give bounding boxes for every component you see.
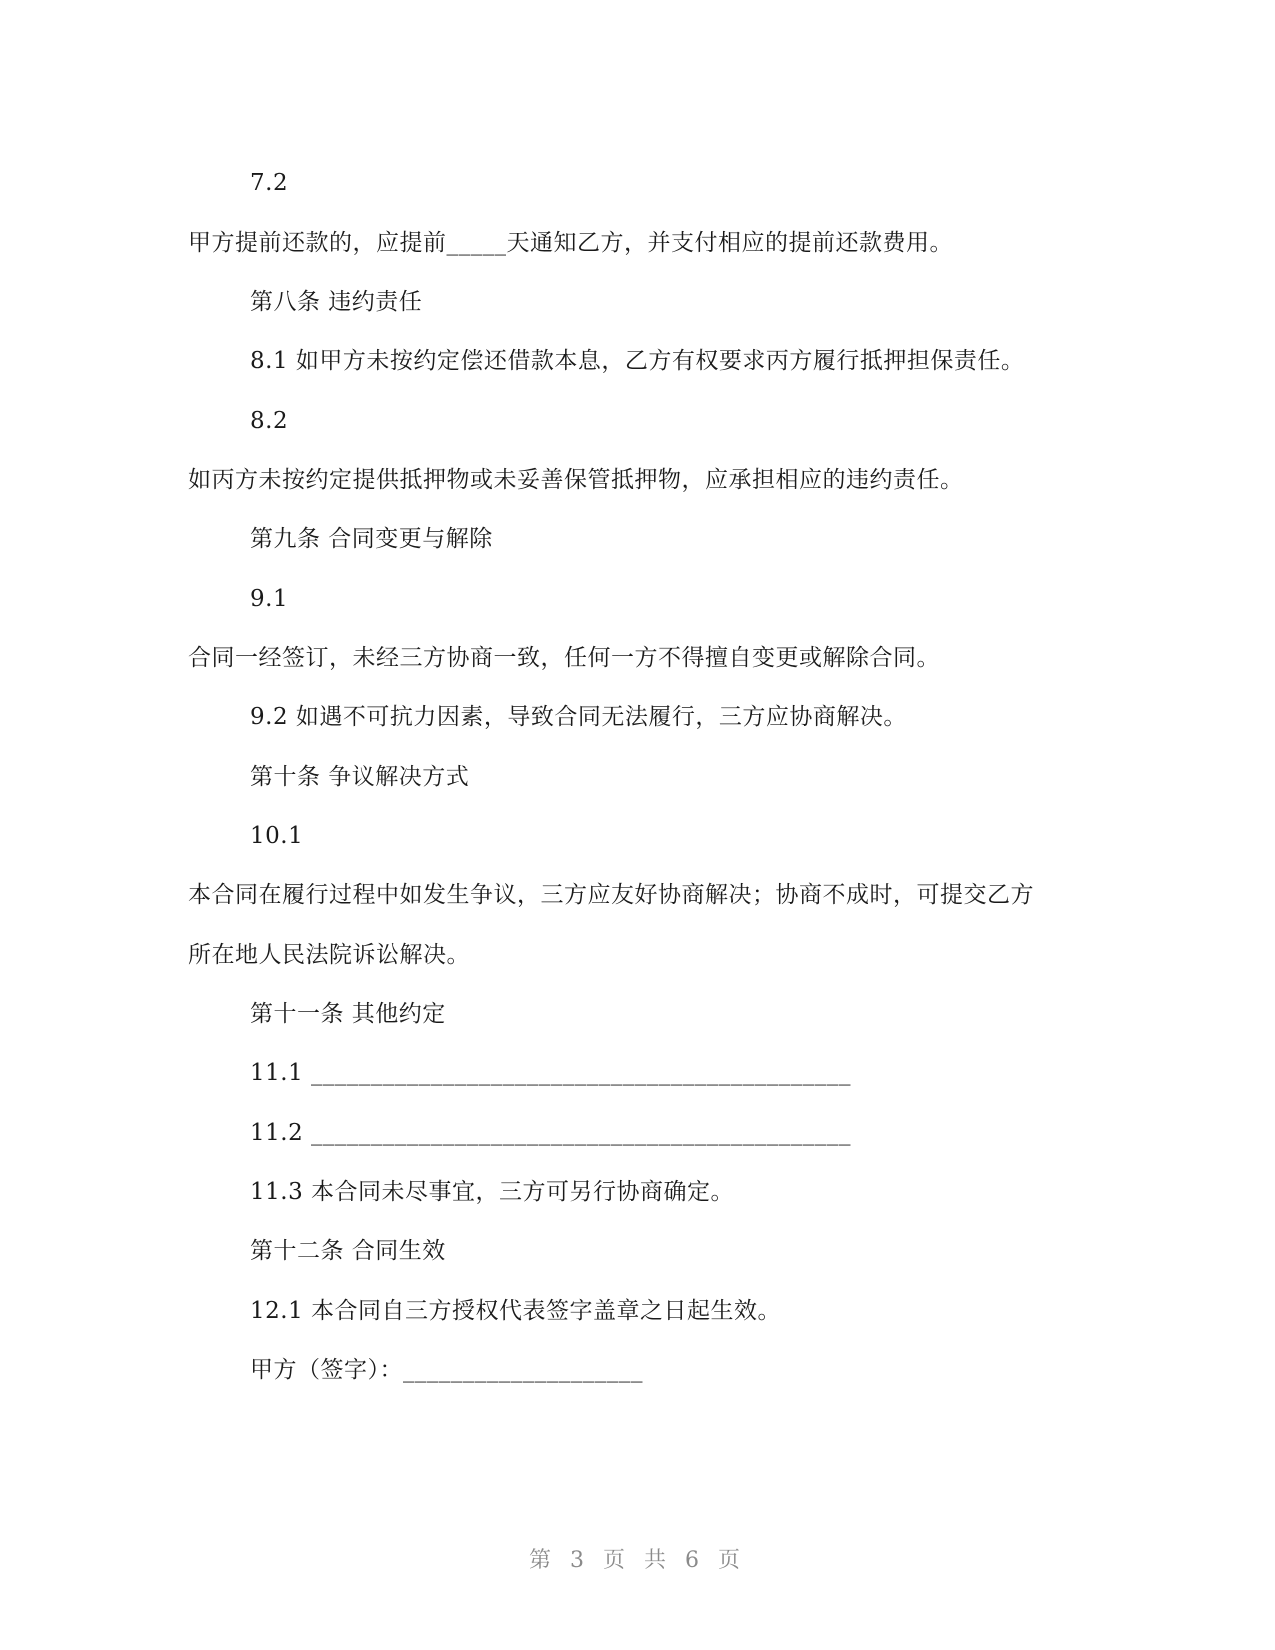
clause-12-1: 12.1 本合同自三方授权代表签字盖章之日起生效。	[250, 1298, 782, 1324]
clause-9-1-number: 9.1	[250, 586, 289, 612]
article-10-heading: 第十条 争议解决方式	[250, 764, 470, 790]
page-indicator: 第 3 页 共 6 页	[529, 1548, 746, 1573]
clause-9-2: 9.2 如遇不可抗力因素，导致合同无法履行，三方应协商解决。	[250, 704, 907, 730]
clause-7-2-text: 甲方提前还款的，应提前_____天通知乙方，并支付相应的提前还款费用。	[188, 230, 953, 256]
clause-10-1-text-line-2: 所在地人民法院诉讼解决。	[188, 942, 470, 968]
clause-10-1-number: 10.1	[250, 823, 304, 849]
clause-8-1: 8.1 如甲方未按约定偿还借款本息，乙方有权要求丙方履行抵押担保责任。	[250, 348, 1025, 374]
clause-9-1-text: 合同一经签订，未经三方协商一致，任何一方不得擅自变更或解除合同。	[188, 645, 940, 671]
clause-11-1: 11.1 _____________________________________________	[250, 1060, 852, 1086]
article-12-heading: 第十二条 合同生效	[250, 1238, 446, 1264]
article-8-heading: 第八条 违约责任	[250, 289, 423, 315]
clause-8-2-number: 8.2	[250, 408, 289, 434]
party-a-signature-line: 甲方（签字）：____________________	[250, 1357, 643, 1383]
clause-10-1-text-line-1: 本合同在履行过程中如发生争议，三方应友好协商解决；协商不成时，可提交乙方	[188, 882, 1034, 908]
clause-11-2: 11.2 _____________________________________________	[250, 1120, 852, 1146]
clause-7-2-number: 7.2	[250, 170, 289, 196]
clause-8-2-text: 如丙方未按约定提供抵押物或未妥善保管抵押物，应承担相应的违约责任。	[188, 467, 964, 493]
clause-11-3: 11.3 本合同未尽事宜，三方可另行协商确定。	[250, 1179, 735, 1205]
article-11-heading: 第十一条 其他约定	[250, 1001, 446, 1027]
article-9-heading: 第九条 合同变更与解除	[250, 526, 493, 552]
